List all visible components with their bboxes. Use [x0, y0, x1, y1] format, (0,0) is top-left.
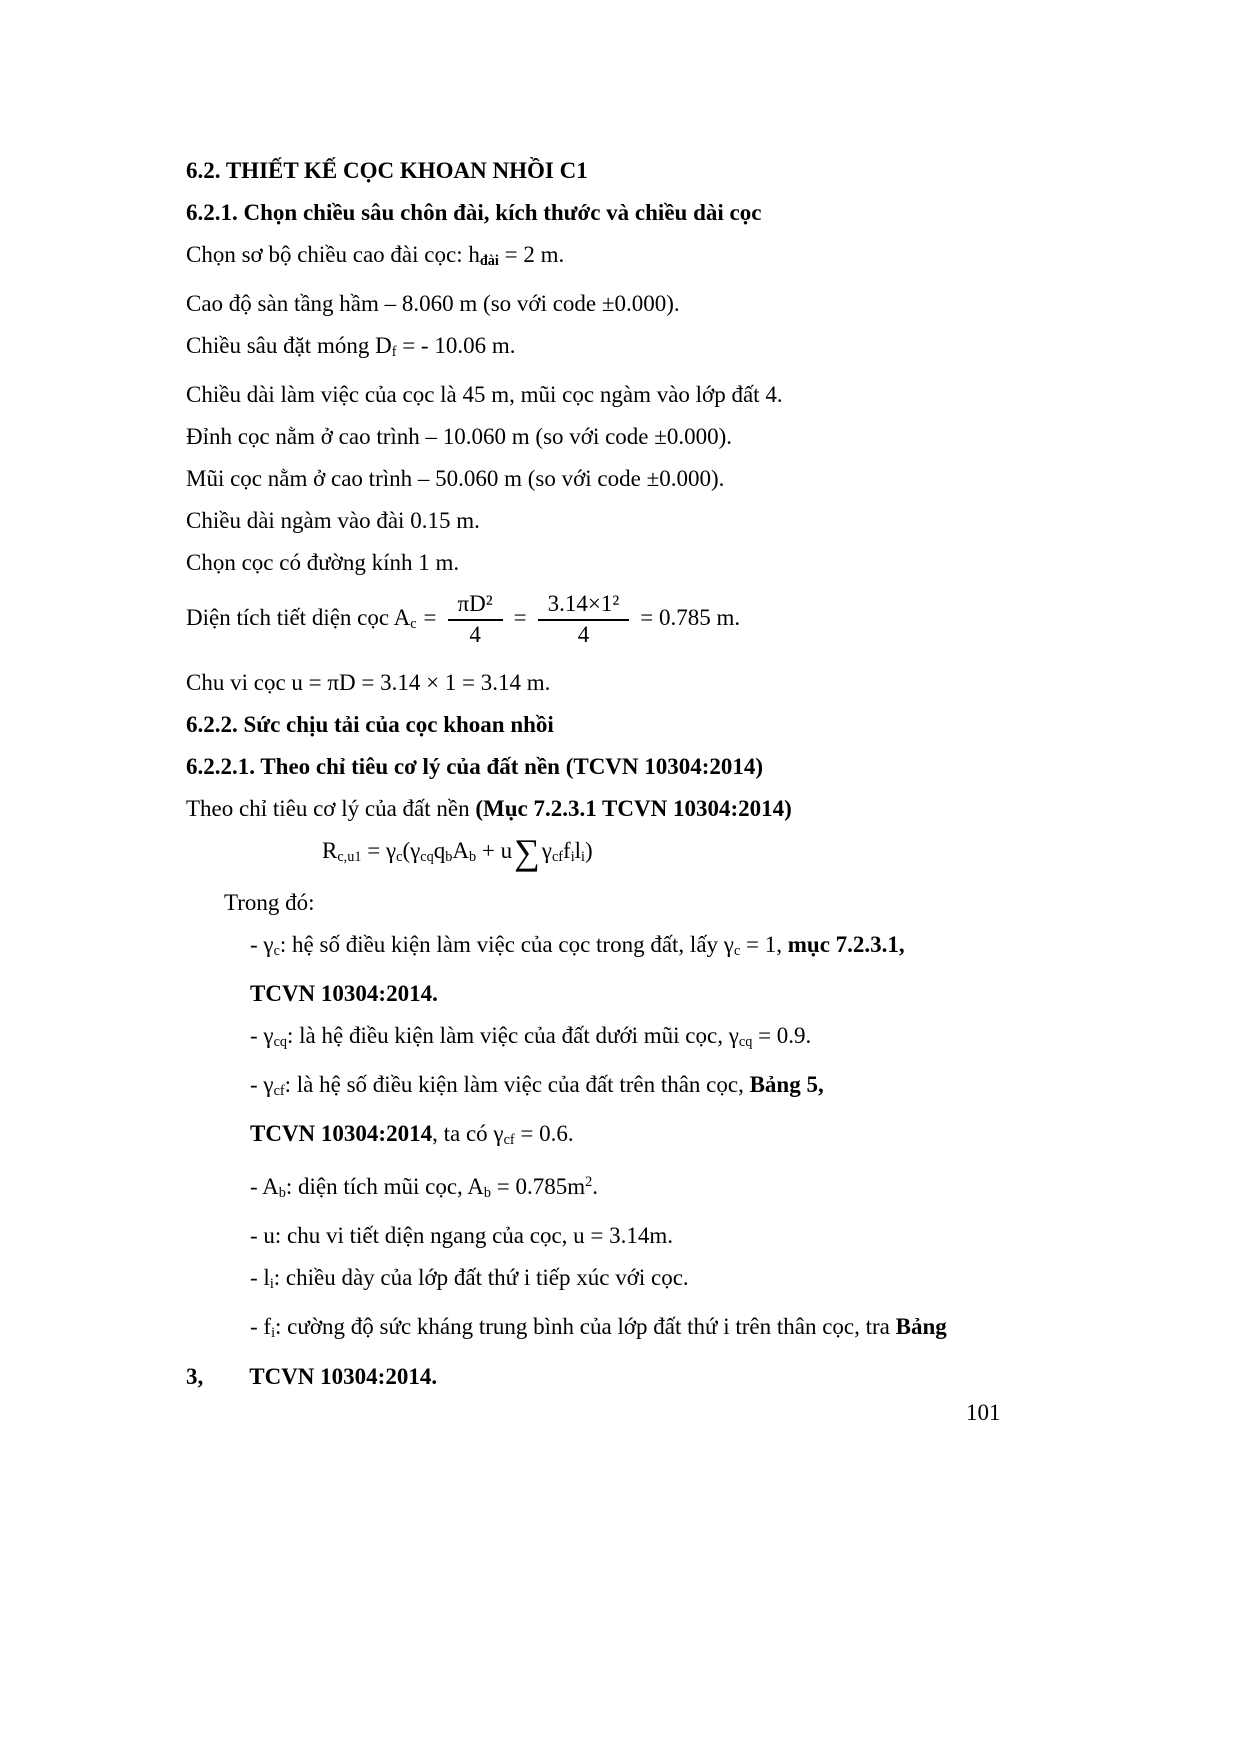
fraction-denominator: 4 — [577, 622, 590, 647]
text-run: - γ — [250, 1072, 274, 1098]
formula-pile-area — [186, 590, 1018, 650]
subscript: cf — [551, 848, 564, 865]
text-run-bold: (Mục 7.2.3.1 TCVN 10304:2014) — [475, 795, 792, 821]
para-pile-top-level: Đỉnh cọc nằm ở cao trình – 10.060 m (so với code ±0.000). — [186, 424, 733, 450]
heading-subsection-6-2-2: 6.2.2. Sức chịu tải của cọc khoan nhồi — [186, 711, 554, 737]
subscript: cq — [420, 848, 434, 865]
formula-bearing-capacity — [186, 832, 1018, 873]
text-run-bold: TCVN 10304:2014. — [249, 1363, 438, 1389]
heading-section-6-2: 6.2. THIẾT KẾ CỌC KHOAN NHỒI C1 — [186, 158, 588, 183]
text-run: = 2 m. — [498, 242, 565, 267]
subscript: c — [410, 616, 417, 633]
page-number: 101 — [966, 1400, 1001, 1425]
subscript: đài — [479, 253, 499, 270]
document-content — [186, 156, 1018, 1404]
text-run: = 1, — [740, 931, 788, 957]
subscript: b — [468, 848, 477, 865]
text-run: = 0.785m — [491, 1174, 586, 1200]
list-item-gamma-cq — [186, 1021, 1018, 1057]
para-embed-length: Chiều dài ngàm vào đài 0.15 m. — [186, 508, 480, 534]
text-run: = 0.9. — [752, 1023, 812, 1048]
text-run: = γ — [361, 837, 397, 863]
list-item-ab — [186, 1168, 1018, 1208]
text-run: ) — [585, 837, 593, 863]
variable: γ — [541, 837, 552, 863]
text-run: - γ — [250, 1023, 274, 1048]
para-pile-diameter: Chọn cọc có đường kính 1 m. — [186, 550, 460, 576]
list-item-gamma-c — [186, 930, 1018, 966]
list-item-gamma-cf — [186, 1070, 1018, 1106]
list-item-gamma-cf-continuation — [186, 1119, 1018, 1155]
text-run-bold: Bảng — [895, 1314, 947, 1340]
para-pile-perimeter: Chu vi cọc u = πD = 3.14 × 1 = 3.14 m. — [186, 669, 551, 695]
summation-icon: ∑ — [514, 832, 540, 873]
text-run-bold: 3, — [186, 1363, 204, 1389]
text-run: - A — [250, 1174, 279, 1200]
heading-subsection-6-2-1: 6.2.1. Chọn chiều sâu chôn đài, kích thước và chiều dài cọc — [186, 200, 762, 225]
formula-result: = 0.785 m. — [640, 605, 741, 631]
text-run: = - 10.06 m. — [396, 333, 516, 359]
subscript: c — [396, 848, 403, 865]
text-run: - γ — [250, 931, 274, 957]
list-item-fi-continuation — [186, 1362, 1018, 1391]
list-item-gamma-c-continuation: TCVN 10304:2014. — [250, 981, 438, 1006]
text-run: (γ — [402, 837, 421, 863]
subscript: f — [391, 344, 397, 361]
subscript: b — [278, 1185, 286, 1202]
variable: A — [452, 837, 469, 863]
para-foundation-depth — [186, 331, 1018, 367]
variable: f — [563, 837, 571, 863]
text-run: Chọn sơ bộ chiều cao đài cọc: h — [186, 242, 480, 267]
subscript: cq — [273, 1034, 288, 1051]
fraction-numerator: 3.14×1² — [538, 590, 630, 621]
subscript: i — [581, 848, 586, 865]
text-run: : chiều dày của lớp đất thứ i tiếp xúc với cọc. — [273, 1265, 689, 1291]
para-basement-level: Cao độ sàn tầng hầm – 8.060 m (so với code ±0.000). — [186, 291, 680, 317]
para-trong-do: Trong đó: — [224, 889, 315, 915]
fraction-numerator: πD² — [448, 590, 503, 621]
para-pile-cap-height — [186, 240, 1018, 276]
text-run: : cường độ sức kháng trung bình của lớp đất thứ i trên thân cọc, tra — [275, 1314, 896, 1340]
subscript: c — [733, 943, 741, 959]
text-run: Chiều sâu đặt móng D — [186, 333, 392, 359]
subscript: i — [570, 848, 575, 865]
text-run: : diện tích mũi cọc, A — [285, 1174, 484, 1200]
subscript: cf — [273, 1083, 285, 1100]
text-run-bold: mục 7.2.3.1, — [787, 931, 905, 957]
para-pile-working-length: Chiều dài làm việc của cọc là 45 m, mũi cọc ngàm vào lớp đất 4. — [186, 382, 783, 408]
text-run: . — [592, 1174, 599, 1200]
para-tcvn-intro — [186, 794, 1018, 823]
text-run-bold: TCVN 10304:2014 — [250, 1121, 433, 1147]
subscript: b — [483, 1185, 492, 1202]
variable: R — [322, 837, 338, 863]
equals-sign: = — [513, 605, 527, 631]
variable: q — [433, 837, 446, 863]
subscript: c — [273, 943, 280, 959]
fraction — [538, 590, 630, 650]
text-run: Theo chỉ tiêu cơ lý của đất nền — [186, 795, 476, 821]
subscript: b — [445, 848, 453, 865]
equals-sign: = — [423, 605, 437, 631]
text-run: : hệ số điều kiện làm việc của cọc trong đất, lấy γ — [279, 931, 734, 957]
text-run: - l — [250, 1265, 270, 1291]
heading-subsection-6-2-2-1: 6.2.2.1. Theo chỉ tiêu cơ lý của đất nền (TCVN 10304:2014) — [186, 753, 764, 779]
variable: A — [393, 605, 411, 631]
list-item-fi — [186, 1312, 1018, 1348]
text-run: Diện tích tiết diện cọc — [186, 605, 394, 631]
variable: l — [574, 837, 582, 863]
subscript: i — [271, 1325, 276, 1342]
list-item-u: - u: chu vi tiết diện ngang của cọc, u = 3.14m. — [250, 1223, 674, 1249]
text-run: + u — [476, 837, 513, 863]
fraction — [448, 590, 503, 650]
superscript: 2 — [585, 1174, 593, 1191]
subscript: c,u1 — [337, 848, 362, 865]
subscript: cf — [503, 1132, 515, 1149]
text-run: - f — [250, 1314, 272, 1340]
text-run: : là hệ điều kiện làm việc của đất dưới mũi cọc, γ — [287, 1023, 739, 1048]
para-pile-tip-level: Mũi cọc nằm ở cao trình – 50.060 m (so với code ±0.000). — [186, 466, 725, 492]
subscript: i — [269, 1276, 274, 1293]
fraction-denominator: 4 — [469, 622, 481, 647]
text-run: = 0.6. — [514, 1121, 574, 1147]
text-run-bold: Bảng 5, — [749, 1072, 824, 1098]
text-run: , ta có γ — [432, 1121, 504, 1147]
list-item-li — [186, 1263, 1018, 1299]
text-run: : là hệ số điều kiện làm việc của đất trên thân cọc, — [284, 1072, 750, 1098]
subscript: cq — [738, 1034, 753, 1051]
